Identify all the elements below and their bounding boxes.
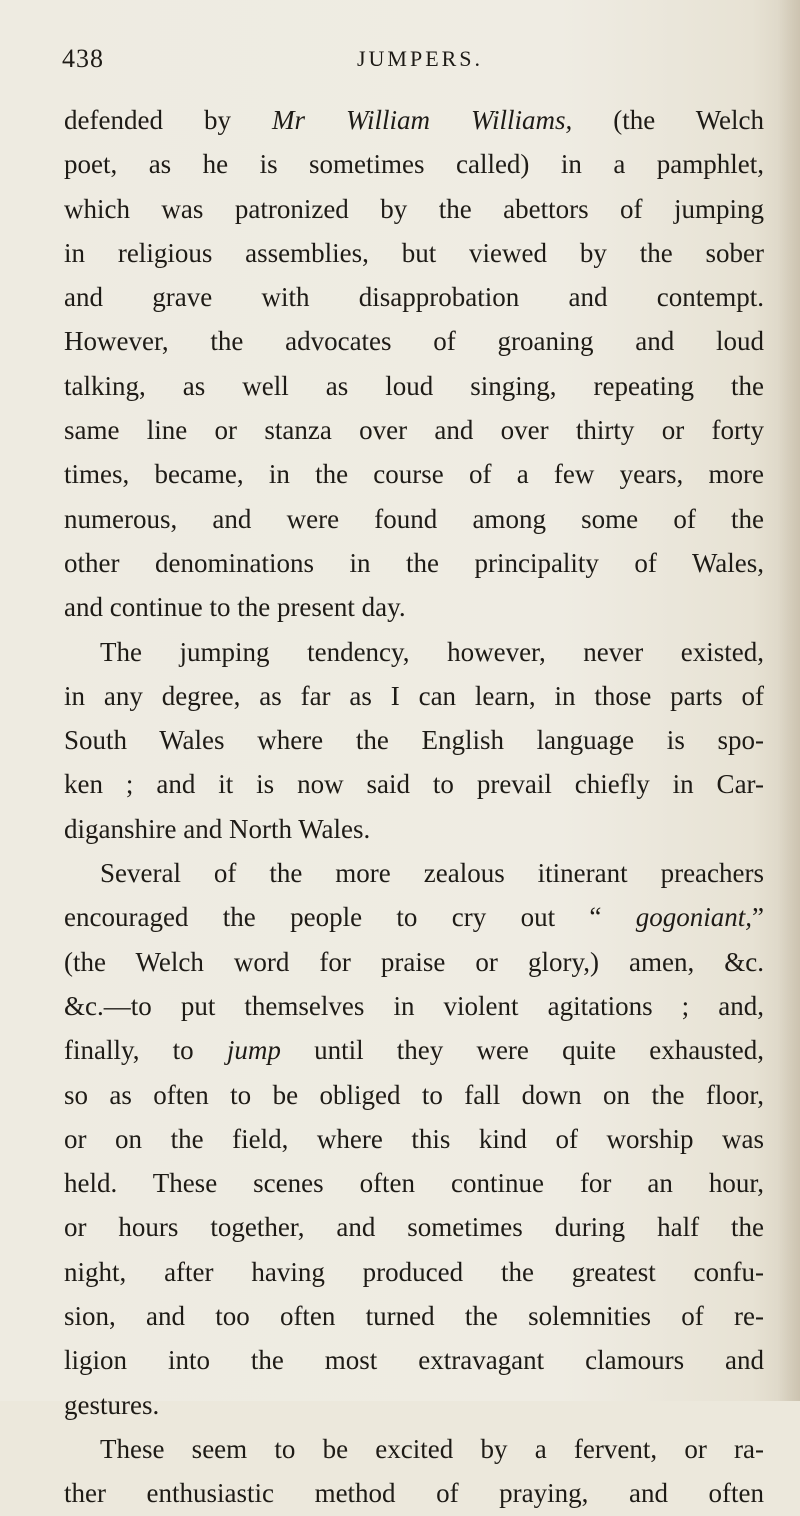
text-segment: finally, to [64, 1035, 227, 1066]
text-line [64, 231, 764, 275]
text-line [64, 1427, 764, 1471]
text-line [64, 1294, 764, 1338]
text-segment: sion, and too often turned the solemnities of re- [64, 1301, 764, 1332]
text-segment: so as often to be obliged to fall down on the floor, [64, 1079, 764, 1110]
text-line [64, 1250, 764, 1294]
text-segment: or hours together, and sometimes during half the [64, 1212, 764, 1243]
text-segment: other denominations in the principality of Wales, [64, 547, 764, 578]
text-segment: diganshire and North Wales. [64, 813, 371, 844]
text-segment: held. These scenes often continue for an hour, [64, 1168, 764, 1199]
page-edge-shadow [778, 0, 800, 1401]
text-segment: South Wales where the English language is spo- [64, 725, 764, 756]
text-segment: and grave with disapprobation and contempt. [64, 282, 764, 313]
text-segment: gestures. [64, 1389, 160, 1420]
text-segment: in any degree, as far as I can learn, in those parts of [64, 680, 764, 711]
text-line [64, 585, 764, 629]
body-text [64, 98, 764, 1516]
text-segment: numerous, and were found among some of the [64, 503, 764, 534]
text-line [64, 364, 764, 408]
text-segment: which was patronized by the abettors of jumping [64, 193, 764, 224]
text-segment: until they were quite exhausted, [280, 1035, 764, 1066]
text-segment: ” [752, 902, 764, 933]
text-segment: poet, as he is sometimes called) in a pamphlet, [64, 149, 764, 180]
text-segment: same line or stanza over and over thirty or forty [64, 415, 764, 446]
text-line [64, 1028, 764, 1072]
text-line [64, 940, 764, 984]
text-line [64, 142, 764, 186]
text-segment: (the Welch [572, 105, 764, 135]
text-line [64, 718, 764, 762]
text-segment: &c.—to put themselves in violent agitations ; and, [64, 990, 764, 1021]
text-line [64, 319, 764, 363]
text-segment: night, after having produced the greatest confu- [64, 1256, 764, 1287]
text-segment: The jumping tendency, however, never existed, [100, 636, 764, 667]
text-segment: defended by [64, 105, 272, 135]
text-segment: or on the field, where this kind of worship was [64, 1123, 764, 1154]
text-line [64, 984, 764, 1028]
text-line [64, 895, 764, 939]
text-segment: ther enthusiastic method of praying, and often [64, 1478, 764, 1509]
text-segment: These seem to be excited by a fervent, or ra- [100, 1433, 764, 1464]
text-segment: (the Welch word for praise or glory,) amen, &c. [64, 946, 764, 977]
text-segment: and continue to the present day. [64, 592, 406, 623]
text-line [64, 1205, 764, 1249]
text-line [64, 1338, 764, 1382]
text-line [64, 541, 764, 585]
page-header [62, 44, 752, 84]
italic-text: gogoniant, [635, 902, 753, 933]
italic-text: jump [226, 1035, 281, 1066]
text-segment: ligion into the most extravagant clamours and [64, 1345, 764, 1376]
text-segment: talking, as well as loud singing, repeating the [64, 370, 764, 401]
running-head: JUMPERS. [356, 46, 484, 71]
text-line [64, 1117, 764, 1161]
text-line [64, 408, 764, 452]
text-line [64, 674, 764, 718]
text-line [64, 1073, 764, 1117]
text-line [64, 807, 764, 851]
text-segment: encouraged the people to cry out “ [64, 902, 636, 933]
page-number: 438 [62, 44, 104, 73]
text-line [64, 187, 764, 231]
text-segment: However, the advocates of groaning and loud [64, 326, 764, 357]
text-line [64, 452, 764, 496]
text-line [64, 1383, 764, 1427]
text-segment: in religious assemblies, but viewed by the sober [64, 237, 764, 268]
text-line [64, 1471, 764, 1515]
italic-text: Mr William Williams, [271, 105, 573, 135]
text-line [64, 98, 764, 142]
text-segment: times, became, in the course of a few years, more [64, 459, 764, 490]
text-line [64, 497, 764, 541]
text-line [64, 851, 764, 895]
text-line [64, 1161, 764, 1205]
text-segment: Several of the more zealous itinerant preachers [100, 858, 764, 889]
text-line [64, 275, 764, 319]
text-line [64, 762, 764, 806]
text-line [64, 630, 764, 674]
text-segment: ken ; and it is now said to prevail chiefly in Car- [64, 769, 764, 800]
